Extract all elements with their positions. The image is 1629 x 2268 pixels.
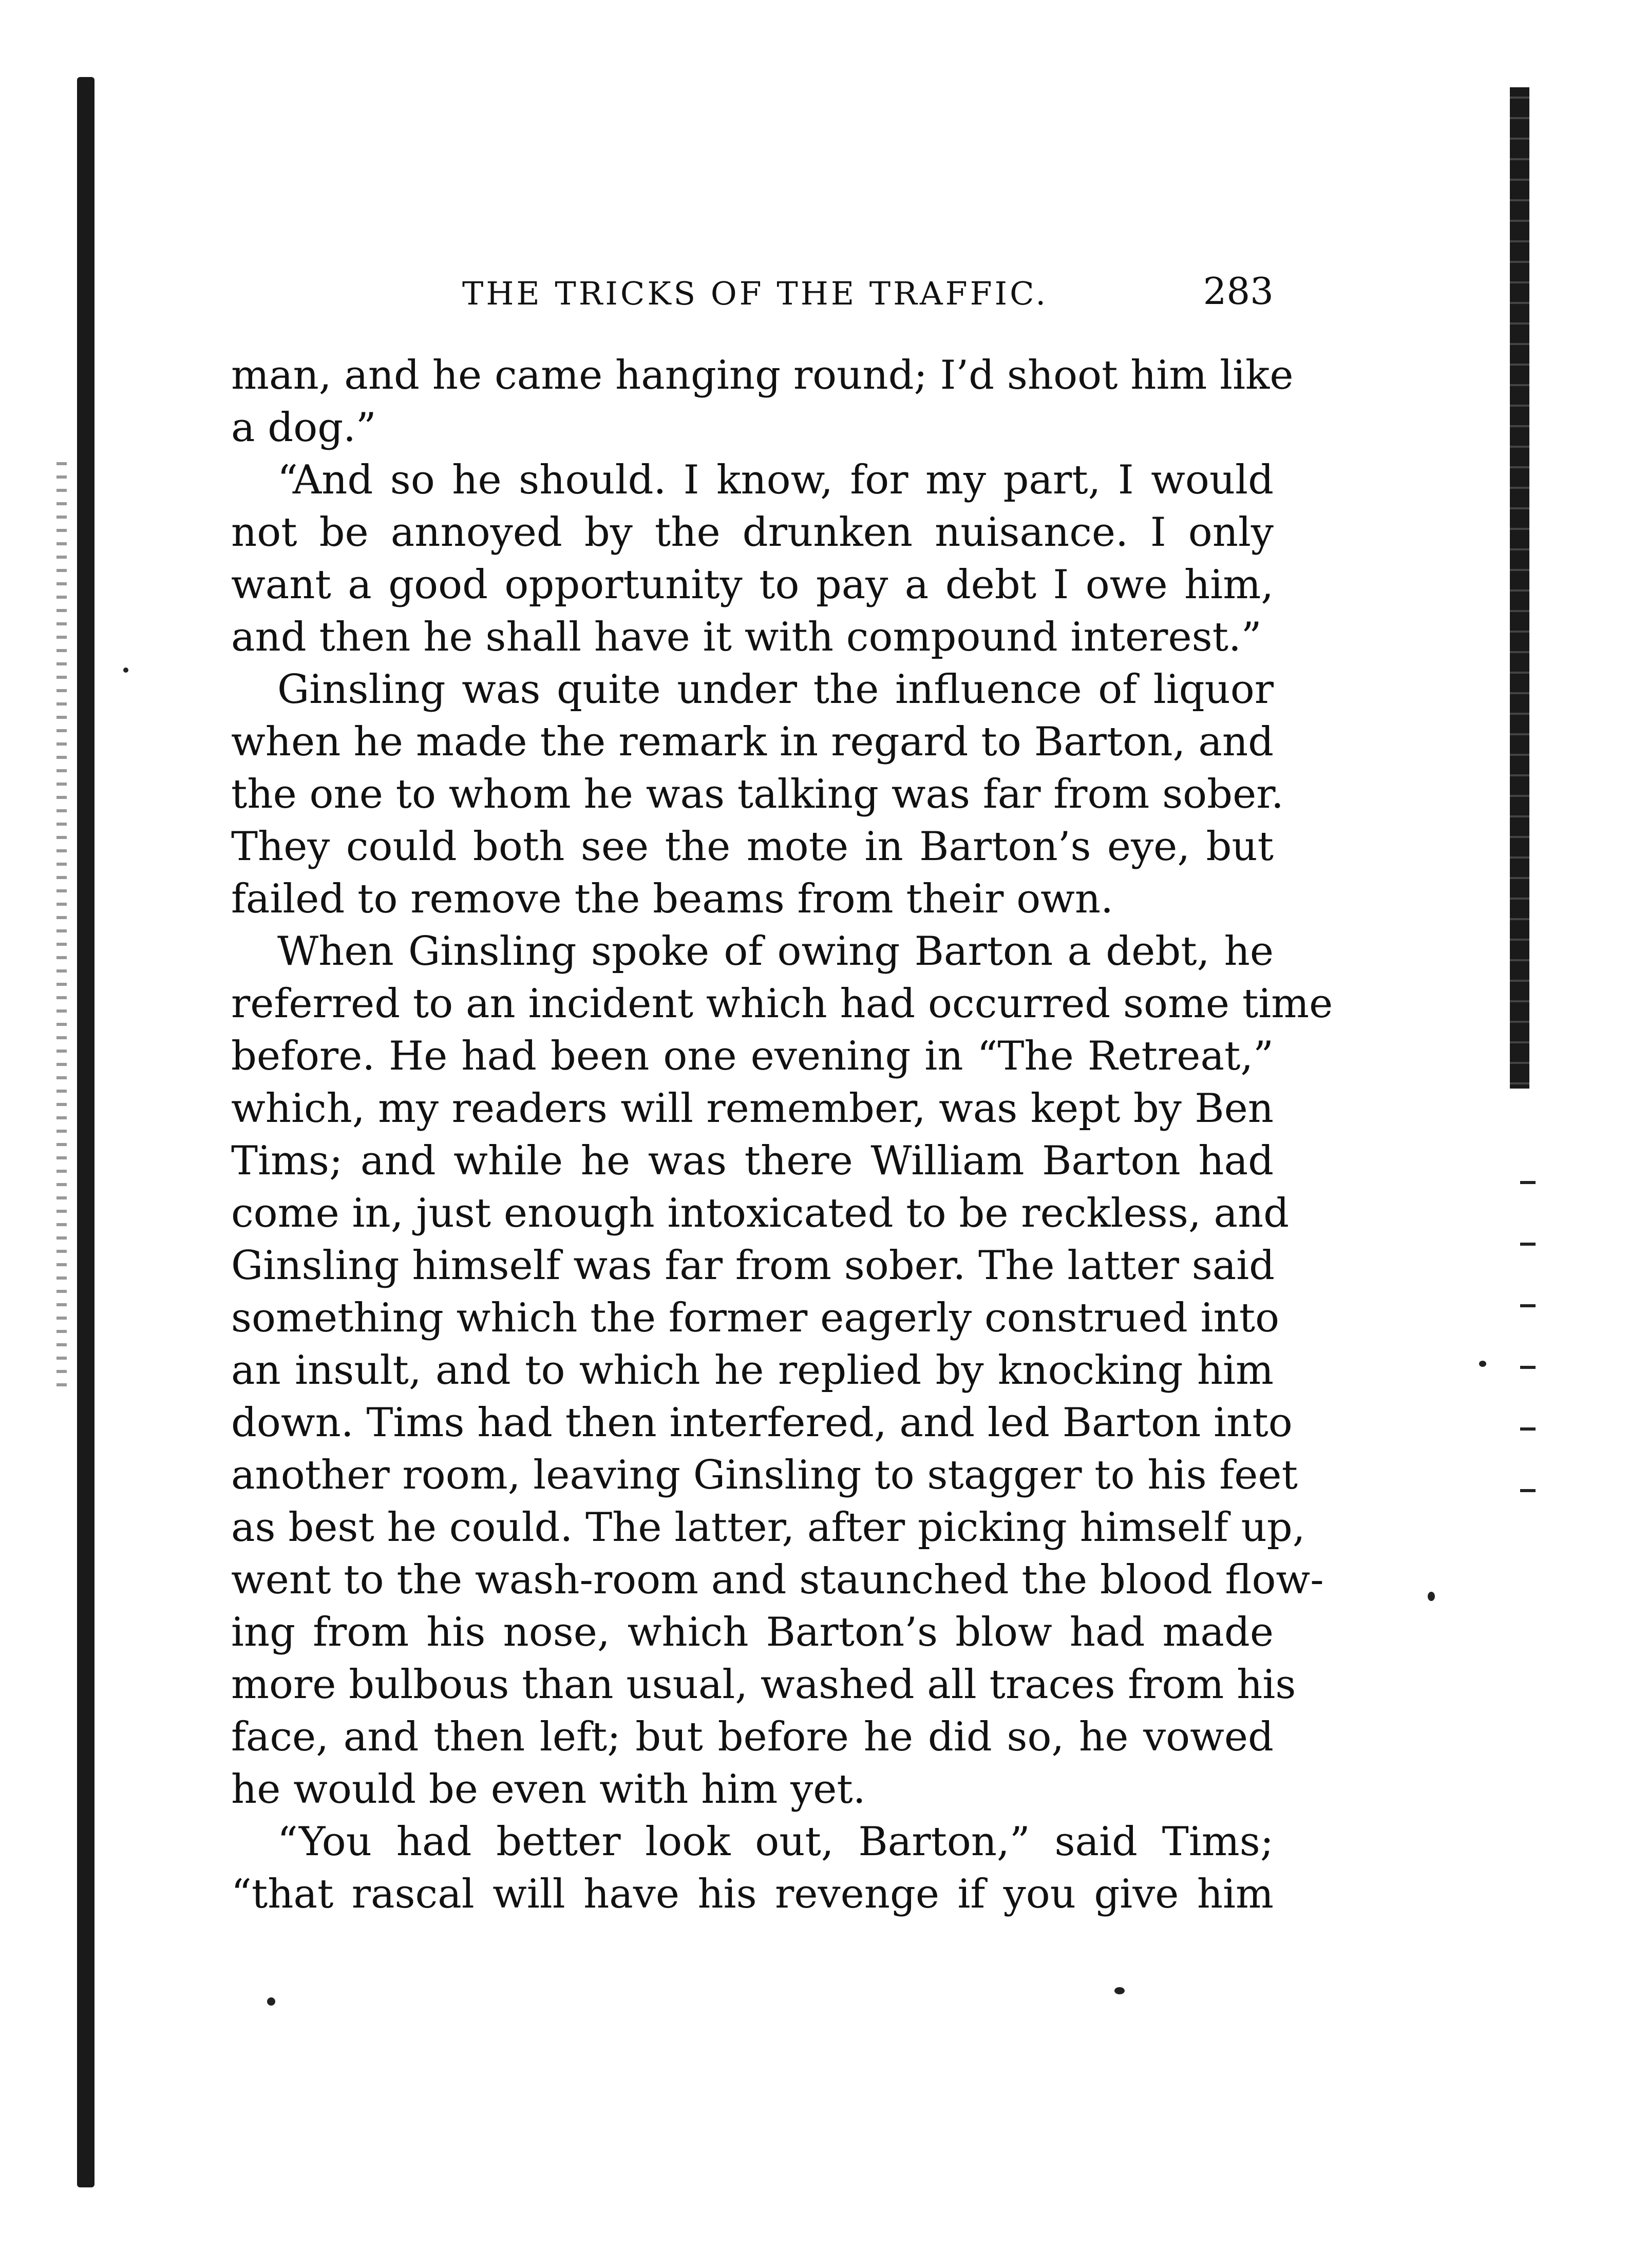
text-line: Ginsling was quite under the influence of liquor — [277, 666, 1274, 713]
scan-speck — [1428, 1592, 1435, 1601]
text-line: another room, leaving Ginsling to stagger to his feet — [231, 1452, 1298, 1498]
text-line: and then he shall have it with compound interest.” — [231, 614, 1262, 660]
text-line: a dog.” — [231, 405, 376, 451]
text-line: face, and then left; but before he did so, he vowed — [231, 1714, 1274, 1760]
text-line: “You had better look out, Barton,” said Tims; — [277, 1819, 1274, 1865]
binding-shadow-left — [56, 462, 67, 1386]
text-line: Tims; and while he was there William Barton had — [231, 1138, 1274, 1184]
text-line: before. He had been one evening in “The Retreat,” — [231, 1033, 1274, 1079]
text-line: come in, just enough intoxicated to be reckless, and — [231, 1190, 1290, 1236]
page-edge-right — [1510, 87, 1529, 1089]
text-line: “that rascal will have his revenge if you give him — [231, 1871, 1274, 1917]
page-edge-marks-right — [1520, 1181, 1536, 1540]
text-line: man, and he came hanging round; I’d shoot him like — [231, 352, 1294, 398]
text-line: “And so he should. I know, for my part, I would — [277, 457, 1274, 503]
text-line: he would be even with him yet. — [231, 1766, 866, 1813]
text-line: down. Tims had then interfered, and led Barton into — [231, 1400, 1293, 1446]
text-line: went to the wash-room and staunched the blood flow- — [231, 1557, 1324, 1603]
scan-speck — [1479, 1361, 1486, 1367]
body-text — [231, 349, 1333, 1920]
running-head — [231, 270, 1274, 321]
text-line: referred to an incident which had occurred some time — [231, 981, 1333, 1027]
text-line: as best he could. The latter, after picking himself up, — [231, 1504, 1305, 1551]
running-title: THE TRICKS OF THE TRAFFIC. — [462, 275, 1049, 312]
scan-speck — [267, 1997, 275, 2006]
text-line: more bulbous than usual, washed all traces from his — [231, 1662, 1296, 1708]
text-line: something which the former eagerly construed into — [231, 1295, 1280, 1341]
text-line: an insult, and to which he replied by knocking him — [231, 1347, 1274, 1394]
text-line: when he made the remark in regard to Barton, and — [231, 719, 1274, 765]
scan-speck — [123, 668, 128, 673]
text-line: Ginsling himself was far from sober. The latter said — [231, 1243, 1275, 1289]
page-number: 283 — [1203, 270, 1274, 313]
text-line: failed to remove the beams from their own. — [231, 876, 1113, 922]
text-line: When Ginsling spoke of owing Barton a debt, he — [277, 928, 1274, 975]
text-line: not be annoyed by the drunken nuisance. I only — [231, 509, 1274, 556]
scan-speck — [1114, 1987, 1125, 1994]
text-line: which, my readers will remember, was kept by Ben — [231, 1085, 1274, 1132]
binding-edge-left — [77, 77, 94, 2187]
text-line: ing from his nose, which Barton’s blow had made — [231, 1609, 1274, 1655]
text-line: the one to whom he was talking was far from sober. — [231, 771, 1284, 817]
text-line: want a good opportunity to pay a debt I owe him, — [231, 562, 1274, 608]
text-line: They could both see the mote in Barton’s eye, but — [231, 824, 1274, 870]
